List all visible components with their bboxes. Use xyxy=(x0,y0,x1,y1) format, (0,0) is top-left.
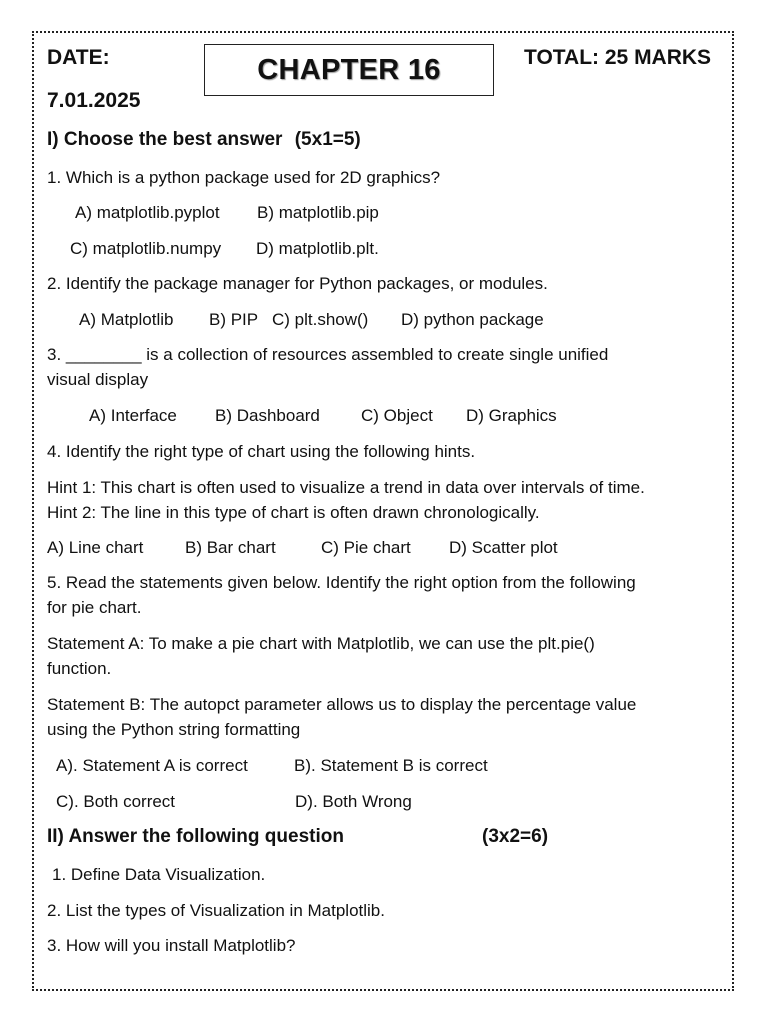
chapter-title: CHAPTER 16 xyxy=(257,53,441,86)
q2-option-d: D) python package xyxy=(401,310,544,329)
q2-option-c: C) plt.show() xyxy=(272,310,369,329)
q5-text-line1: 5. Read the statements given below. Identify the right option from the following xyxy=(47,573,636,592)
q1-option-c: C) matplotlib.numpy xyxy=(70,239,222,258)
chapter-title-box xyxy=(204,44,494,96)
section2-heading: II) Answer the following question xyxy=(47,826,344,847)
q5-option-b: B). Statement B is correct xyxy=(294,756,488,775)
q4-option-b: B) Bar chart xyxy=(185,538,276,557)
section2-marks: (3x2=6) xyxy=(482,826,549,847)
q4-hint1: Hint 1: This chart is often used to visualize a trend in data over intervals of time. xyxy=(47,478,645,497)
q5-option-c: C). Both correct xyxy=(56,792,176,811)
q4-option-d: D) Scatter plot xyxy=(449,538,558,557)
section1-heading xyxy=(47,129,361,151)
date-label: DATE: xyxy=(47,46,110,69)
q3-option-d: D) Graphics xyxy=(466,406,557,425)
q5-statement-b-line1: Statement B: The autopct parameter allows us to display the percentage value xyxy=(47,695,637,714)
section1-marks: (5x1=5) xyxy=(294,129,361,150)
date-value: 7.01.2025 xyxy=(47,89,141,112)
q4-hint2: Hint 2: The line in this type of chart is often drawn chronologically. xyxy=(47,503,540,522)
q2-text: 2. Identify the package manager for Python packages, or modules. xyxy=(47,274,548,293)
q5-statement-a-line2: function. xyxy=(47,659,112,678)
q2-option-a: A) Matplotlib xyxy=(79,310,174,329)
q3-option-a: A) Interface xyxy=(89,406,177,425)
q4-option-c: C) Pie chart xyxy=(321,538,411,557)
q5-statement-a-line1: Statement A: To make a pie chart with Matplotlib, we can use the plt.pie() xyxy=(47,634,595,653)
q3-text-line2: visual display xyxy=(47,370,149,389)
section2-q2: 2. List the types of Visualization in Matplotlib. xyxy=(47,901,385,920)
total-marks: TOTAL: 25 MARKS xyxy=(524,46,712,69)
q3-option-c: C) Object xyxy=(361,406,433,425)
q4-text: 4. Identify the right type of chart using the following hints. xyxy=(47,442,476,461)
q4-option-a: A) Line chart xyxy=(47,538,144,557)
q1-option-a: A) matplotlib.pyplot xyxy=(75,203,220,222)
q3-text-line1: 3. ________ is a collection of resources assembled to create single unified xyxy=(47,345,609,364)
q5-text-line2: for pie chart. xyxy=(47,598,142,617)
section2-q3: 3. How will you install Matplotlib? xyxy=(47,936,296,955)
q1-text: 1. Which is a python package used for 2D graphics? xyxy=(47,168,441,187)
q2-option-b: B) PIP xyxy=(209,310,259,329)
q1-option-b: B) matplotlib.pip xyxy=(257,203,379,222)
q3-option-b: B) Dashboard xyxy=(215,406,320,425)
q5-statement-b-line2: using the Python string formatting xyxy=(47,720,301,739)
section2-q1: 1. Define Data Visualization. xyxy=(52,865,266,884)
q1-option-d: D) matplotlib.plt. xyxy=(256,239,379,258)
q5-option-a: A). Statement A is correct xyxy=(56,756,248,775)
q5-option-d: D). Both Wrong xyxy=(295,792,412,811)
section1-heading-text: I) Choose the best answer xyxy=(47,129,283,150)
